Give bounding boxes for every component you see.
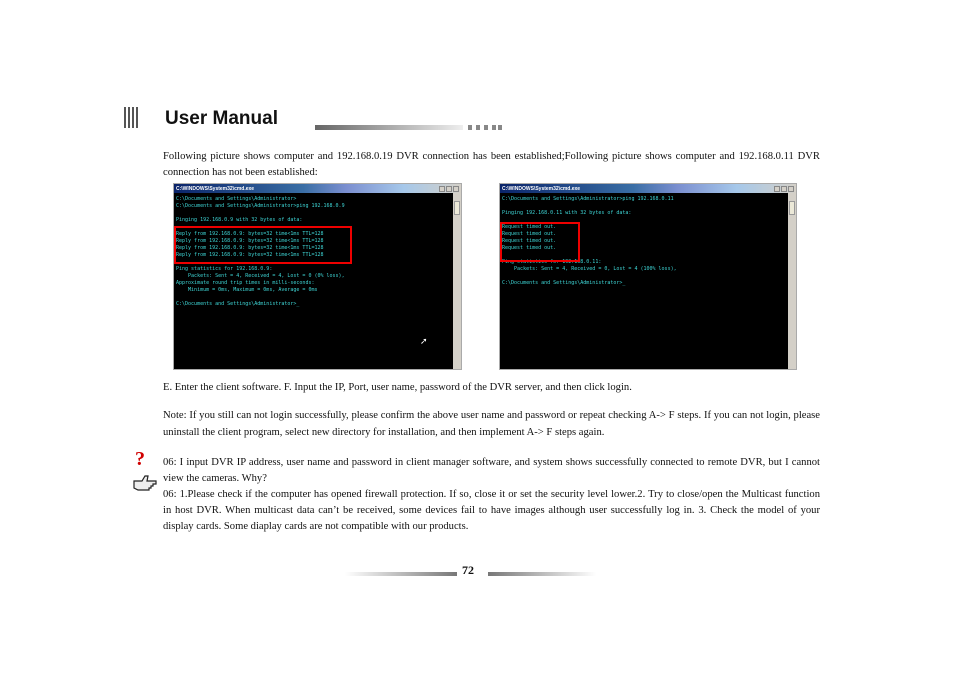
terminal-line: Reply from 192.168.0.9: bytes=32 time<1ms TTL=128 (176, 252, 324, 258)
maximize-icon (446, 186, 452, 192)
terminal-line: Reply from 192.168.0.9: bytes=32 time<1ms TTL=128 (176, 238, 324, 244)
terminal-line (502, 203, 677, 210)
header-square (492, 125, 496, 130)
header-decoration (124, 107, 140, 128)
page-title: User Manual (165, 108, 278, 129)
window-title: C:\WINDOWS\System32\cmd.exe (502, 185, 581, 192)
terminal-line: C:\Documents and Settings\Administrator> (176, 196, 297, 202)
close-icon (453, 186, 459, 192)
terminal-line: Request timed out. (502, 224, 557, 230)
window-title: C:\WINDOWS\System32\cmd.exe (176, 185, 255, 192)
terminal-line (502, 273, 677, 280)
terminal-line: Pinging 192.168.0.11 with 32 bytes of data: (502, 210, 632, 216)
cmd-window-failure (499, 183, 797, 370)
pointing-hand-icon (132, 473, 158, 491)
mouse-cursor-icon: ➚ (420, 336, 428, 346)
terminal-line (176, 210, 345, 217)
cmd-window-success (173, 183, 462, 370)
footer-bar-left (345, 572, 457, 576)
terminal-line: Request timed out. (502, 231, 557, 237)
terminal-line: Approximate round trip times in milli-seconds: (176, 280, 315, 286)
question-paragraph: 06: I input DVR IP address, user name and password in client manager software, and system shows successfully connected to remote DVR, but I cannot view the cameras. Why? (163, 457, 820, 484)
page-number: 72 (462, 563, 474, 577)
minimize-icon (439, 186, 445, 192)
terminal-line: Minimum = 0ms, Maximum = 0ms, Average = 0ms (176, 287, 318, 293)
header-square (468, 125, 472, 130)
terminal-line: Ping statistics for 192.168.0.11: (502, 259, 602, 265)
terminal-line: Ping statistics for 192.168.0.9: (176, 266, 273, 272)
terminal-line: Request timed out. (502, 245, 557, 251)
footer-bar-right (488, 572, 596, 576)
step-e-f: E. Enter the client software. F. Input the IP, Port, user name, password of the DVR server, and then click login. (163, 382, 632, 393)
terminal-line: Reply from 192.168.0.9: bytes=32 time<1ms TTL=128 (176, 245, 324, 251)
terminal-line (176, 294, 345, 301)
maximize-icon (781, 186, 787, 192)
highlight-box (500, 222, 580, 262)
close-icon (788, 186, 794, 192)
scrollbar (453, 193, 461, 369)
terminal-line: C:\Documents and Settings\Administrator>ping 192.168.0.9 (176, 203, 345, 209)
minimize-icon (774, 186, 780, 192)
terminal-line: Packets: Sent = 4, Received = 0, Lost = 4 (100% loss), (502, 266, 677, 272)
terminal-line: Packets: Sent = 4, Received = 4, Lost = 0 (0% loss), (176, 273, 345, 279)
intro-paragraph: Following picture shows computer and 192.168.0.19 DVR connection has been established;Following picture shows computer and 192.168.0.11 DVR connection has not been established: (163, 151, 820, 178)
terminal-line: Pinging 192.168.0.9 with 32 bytes of data: (176, 217, 303, 223)
highlight-box (174, 226, 352, 264)
answer-paragraph: 06: 1.Please check if the computer has opened firewall protection. If so, close it or set the security level lower.2. Try to close/open the Multicast function in host DVR. When multicast data can’t be received, some devices fail to have images although user successfully log in. 3. Check the model of your display cards. Some diaplay cards are not compatible with our products. (163, 489, 820, 532)
terminal-line: C:\Documents and Settings\Administrator>ping 192.168.0.11 (502, 196, 674, 202)
terminal-line: C:\Documents and Settings\Administrator>_ (176, 301, 300, 307)
terminal-line: Reply from 192.168.0.9: bytes=32 time<1ms TTL=128 (176, 231, 324, 237)
terminal-line: Request timed out. (502, 238, 557, 244)
terminal-line: C:\Documents and Settings\Administrator>_ (502, 280, 626, 286)
header-gradient-bar (315, 125, 463, 130)
question-mark-icon: ? (135, 448, 145, 470)
header-square (498, 125, 502, 130)
header-square (484, 125, 488, 130)
note-paragraph: Note: If you still can not login successfully, please confirm the above user name and password or repeat checking A-> F steps. If you can not login, please uninstall the client program, select new directory for installation, and then implement A-> F steps again. (163, 410, 820, 438)
scrollbar (788, 193, 796, 369)
header-square (476, 125, 480, 130)
